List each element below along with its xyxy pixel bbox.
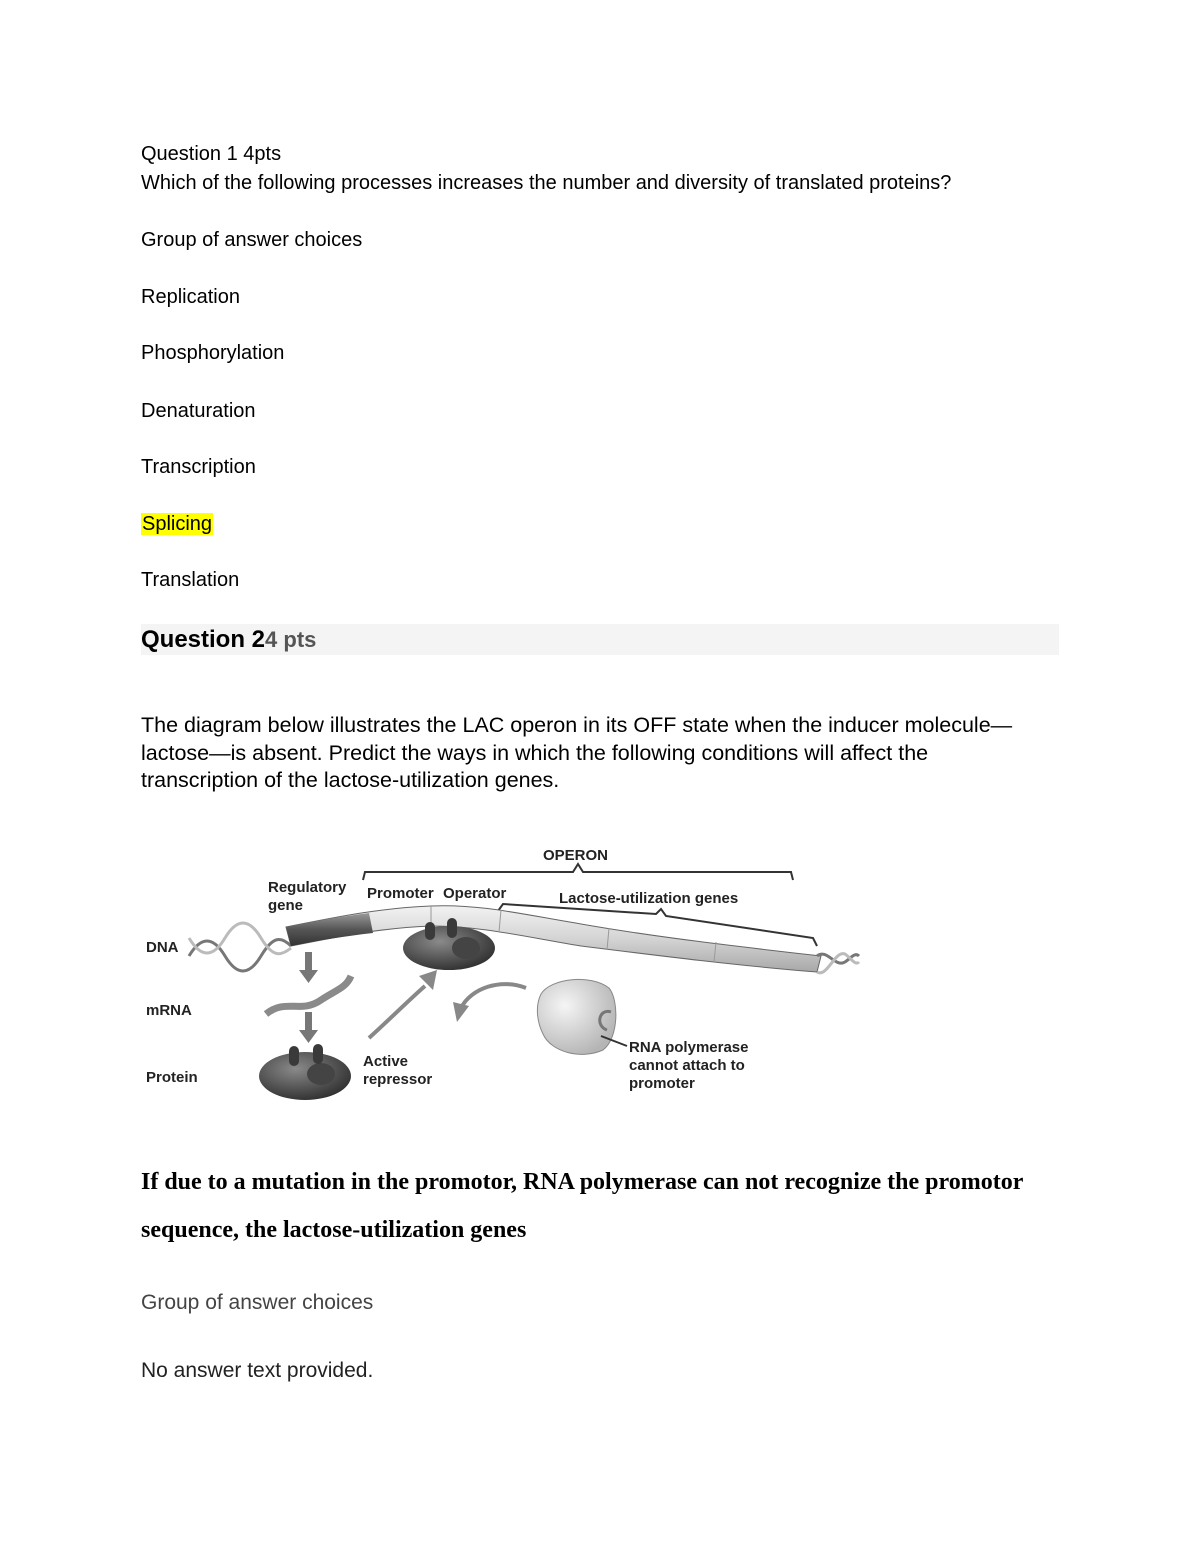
label-mrna: mRNA — [146, 1002, 192, 1019]
q2-points: 4 pts — [265, 627, 317, 652]
regulatory-gene-segment — [286, 913, 373, 946]
highlighted-answer: Splicing — [142, 513, 213, 535]
q1-choice-replication[interactable]: Replication — [141, 286, 240, 308]
label-gene: gene — [268, 897, 304, 914]
dna-helix-right — [817, 954, 859, 973]
operon-bracket — [363, 864, 793, 880]
arrow-dna-to-mrna — [299, 952, 318, 983]
label-rnap-2: cannot attach to — [629, 1057, 745, 1074]
rna-polymerase — [537, 979, 616, 1054]
q2-question: If due to a mutation in the promotor, RNA polymerase can not recognize the promotor sequence, the lactose-utilization genes — [141, 1169, 1023, 1243]
arrow-polymerase-curve — [453, 984, 526, 1022]
label-repressor: repressor — [363, 1071, 433, 1088]
label-rnap-3: promoter — [629, 1075, 695, 1092]
q1-prompt: Which of the following processes increases the number and diversity of translated proteins? — [141, 172, 952, 194]
label-dna: DNA — [146, 939, 179, 956]
q1-choice-translation[interactable]: Translation — [141, 569, 240, 591]
label-rnap-1: RNA polymerase — [629, 1039, 749, 1056]
q1-choice-phosphorylation[interactable]: Phosphorylation — [141, 342, 285, 364]
arrow-repressor-to-operator — [369, 970, 437, 1038]
label-regulatory: Regulatory — [268, 879, 347, 896]
q1-choice-transcription[interactable]: Transcription — [141, 456, 256, 478]
q1-choice-denaturation[interactable]: Denaturation — [141, 400, 256, 422]
label-promoter: Promoter — [367, 885, 434, 902]
q2-title-text: Question 2 — [141, 626, 266, 653]
repressor-protein — [259, 1044, 351, 1100]
q2-group-label: Group of answer choices — [141, 1291, 374, 1314]
label-operon: OPERON — [543, 847, 609, 864]
q1-group-label: Group of answer choices — [141, 229, 363, 251]
q2-body: The diagram below illustrates the LAC operon in its OFF state when the inducer molecule—lactose—is absent. Predict the ways in which the following conditions will affect the transcription of the lactose-utilization genes. — [141, 713, 1013, 792]
arrow-mrna-to-protein — [299, 1012, 318, 1043]
dna-helix-left — [189, 923, 291, 971]
lac-operon-diagram — [141, 838, 871, 1108]
q2-no-answer: No answer text provided. — [141, 1359, 374, 1382]
label-operator: Operator — [443, 885, 507, 902]
q1-choice-splicing[interactable] — [141, 512, 213, 536]
label-active: Active — [363, 1053, 409, 1070]
q1-header: Question 1 4pts — [141, 143, 282, 165]
label-lactose-genes: Lactose-utilization genes — [559, 890, 739, 907]
q2-title — [141, 626, 316, 654]
label-protein: Protein — [146, 1069, 198, 1086]
